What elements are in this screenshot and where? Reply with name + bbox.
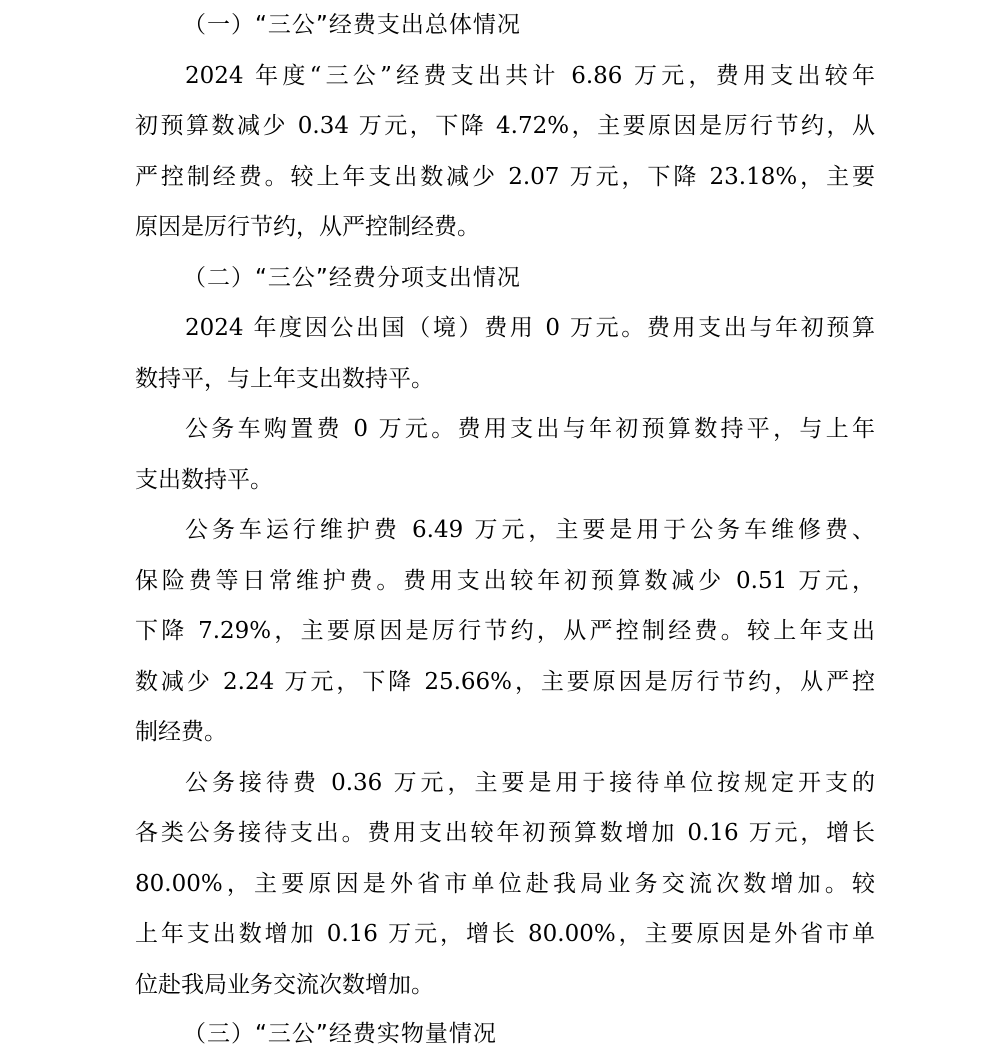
- paragraph-line: 公务车运行维护费 6.49 万元，主要是用于公务车维修费、: [185, 517, 875, 543]
- paragraph-line: 各类公务接待支出。费用支出较年初预算数增加 0.16 万元，增长: [135, 820, 875, 846]
- paragraph-line: 位赴我局业务交流次数增加。: [135, 972, 434, 998]
- paragraph-line: 2024 年度“三公”经费支出共计 6.86 万元，费用支出较年: [185, 63, 875, 89]
- paragraph-line: 初预算数减少 0.34 万元，下降 4.72%，主要原因是厉行节约，从: [135, 113, 875, 139]
- paragraph-line: 原因是厉行节约，从严控制经费。: [135, 214, 480, 240]
- paragraph-line: 公务车购置费 0 万元。费用支出与年初预算数持平，与上年: [185, 416, 875, 442]
- paragraph-line: 公务接待费 0.36 万元，主要是用于接待单位按规定开支的: [185, 770, 875, 796]
- section-heading-2: （二）“三公”经费分项支出情况: [183, 265, 521, 291]
- section-heading-1: （一）“三公”经费支出总体情况: [183, 12, 521, 38]
- paragraph-line: 严控制经费。较上年支出数减少 2.07 万元，下降 23.18%，主要: [135, 164, 875, 190]
- paragraph-line: 支出数持平。: [135, 467, 273, 493]
- paragraph-line: 保险费等日常维护费。费用支出较年初预算数减少 0.51 万元，: [135, 568, 875, 594]
- paragraph-line: 下降 7.29%，主要原因是厉行节约，从严控制经费。较上年支出: [135, 618, 875, 644]
- paragraph-line: 数持平，与上年支出数持平。: [135, 366, 434, 392]
- paragraph-line: 上年支出数增加 0.16 万元，增长 80.00%，主要原因是外省市单: [135, 921, 875, 947]
- paragraph-line: 制经费。: [135, 719, 227, 745]
- section-heading-3: （三）“三公”经费实物量情况: [183, 1021, 497, 1047]
- paragraph-line: 2024 年度因公出国（境）费用 0 万元。费用支出与年初预算: [185, 315, 875, 341]
- paragraph-line: 80.00%，主要原因是外省市单位赴我局业务交流次数增加。较: [135, 871, 875, 897]
- paragraph-line: 数减少 2.24 万元，下降 25.66%，主要原因是厉行节约，从严控: [135, 669, 875, 695]
